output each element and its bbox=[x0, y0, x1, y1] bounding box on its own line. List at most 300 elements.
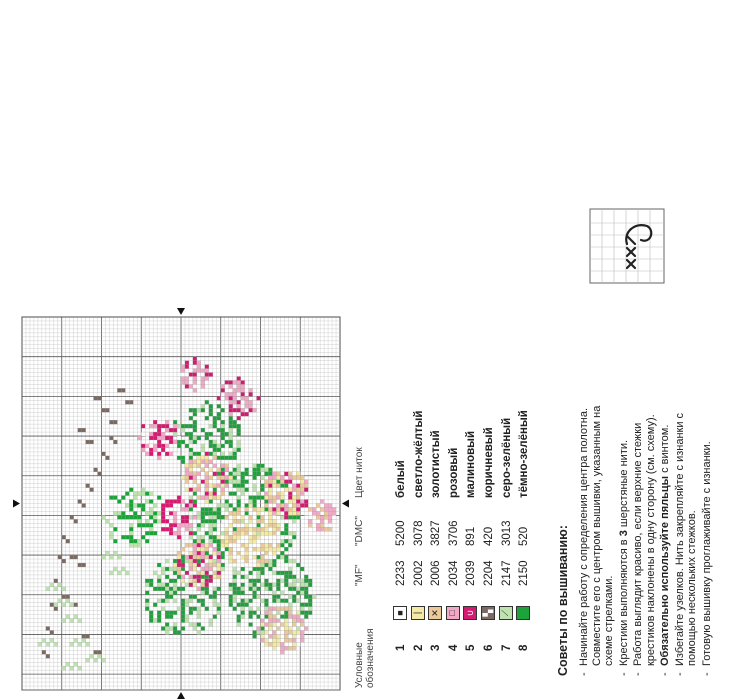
stitch-cell bbox=[284, 527, 288, 531]
stitch-cell bbox=[213, 416, 217, 420]
stitch-cell bbox=[205, 452, 209, 456]
stitch-cell bbox=[304, 579, 308, 583]
stitch-cell bbox=[161, 571, 165, 575]
stitch-cell bbox=[189, 623, 193, 627]
stitch-cell bbox=[109, 555, 113, 559]
stitch-cell bbox=[209, 468, 213, 472]
stitch-cell bbox=[308, 599, 312, 603]
stitch-cell bbox=[261, 531, 265, 535]
stitch-cell bbox=[213, 595, 217, 599]
stitch-cell bbox=[272, 634, 276, 638]
stitch-cell bbox=[149, 511, 153, 515]
stitch-cell bbox=[264, 492, 268, 496]
stitch-cell bbox=[237, 484, 241, 488]
stitch-cell bbox=[157, 496, 161, 500]
stitch-cell bbox=[280, 607, 284, 611]
stitch-cell bbox=[264, 504, 268, 508]
stitch-cell bbox=[237, 408, 241, 412]
stitch-cell bbox=[249, 400, 253, 404]
stitch-cell bbox=[308, 579, 312, 583]
stitch-cell bbox=[197, 476, 201, 480]
stitch-cell bbox=[280, 539, 284, 543]
stitch-cell bbox=[257, 472, 261, 476]
stitch-cell bbox=[70, 603, 74, 607]
legend-symbol-swatch: ∪ bbox=[463, 606, 477, 620]
stitch-cell bbox=[272, 507, 276, 511]
stitch-cell bbox=[193, 436, 197, 440]
stitch-cell bbox=[264, 583, 268, 587]
stitch-cell bbox=[78, 428, 82, 432]
stitch-cell bbox=[205, 365, 209, 369]
legend-dmc-code: 3827 bbox=[430, 520, 443, 546]
stitch-cell bbox=[217, 515, 221, 519]
stitch-cell bbox=[268, 480, 272, 484]
stitch-cell bbox=[177, 571, 181, 575]
stitch-cell bbox=[284, 615, 288, 619]
legend-number: 1 bbox=[395, 644, 407, 651]
stitch-cell bbox=[189, 500, 193, 504]
stitch-cell bbox=[141, 444, 145, 448]
stitch-cell bbox=[233, 535, 237, 539]
stitch-cell bbox=[253, 519, 257, 523]
stitch-cell bbox=[257, 464, 261, 468]
stitch-cell bbox=[292, 472, 296, 476]
stitch-cell bbox=[241, 615, 245, 619]
stitch-cell bbox=[257, 630, 261, 634]
stitch-cell bbox=[213, 424, 217, 428]
stitch-cell bbox=[177, 630, 181, 634]
stitch-cell bbox=[181, 531, 185, 535]
stitch-cell bbox=[113, 496, 117, 500]
stitch-cell bbox=[209, 412, 213, 416]
stitch-cell bbox=[181, 627, 185, 631]
stitch-cell bbox=[249, 615, 253, 619]
stitch-cell bbox=[292, 587, 296, 591]
stitch-cell bbox=[189, 432, 193, 436]
stitch-cell bbox=[308, 611, 312, 615]
stitch-cell bbox=[253, 547, 257, 551]
stitch-cell bbox=[161, 515, 165, 519]
stitch-cell bbox=[316, 504, 320, 508]
stitch-cell bbox=[233, 539, 237, 543]
stitch-cell bbox=[125, 492, 129, 496]
stitch-cell bbox=[292, 595, 296, 599]
stitch-cell bbox=[109, 496, 113, 500]
legend-dmc-code: 3078 bbox=[412, 520, 425, 546]
stitch-cell bbox=[181, 380, 185, 384]
stitch-cell bbox=[129, 507, 133, 511]
stitch-cell bbox=[257, 595, 261, 599]
stitch-cell bbox=[193, 408, 197, 412]
stitch-cell bbox=[169, 515, 173, 519]
stitch-cell bbox=[276, 496, 280, 500]
stitch-cell bbox=[221, 452, 225, 456]
stitch-cell bbox=[229, 392, 233, 396]
stitch-cell bbox=[165, 583, 169, 587]
stitch-cell bbox=[173, 432, 177, 436]
stitch-cell bbox=[197, 615, 201, 619]
stitch-cell bbox=[209, 484, 213, 488]
stitch-cell bbox=[245, 404, 249, 408]
stitch-cell bbox=[280, 496, 284, 500]
stitch-cell bbox=[245, 488, 249, 492]
stitch-cell bbox=[213, 511, 217, 515]
stitch-cell bbox=[245, 603, 249, 607]
stitch-cell bbox=[165, 511, 169, 515]
stitch-cell bbox=[272, 599, 276, 603]
stitch-cell bbox=[177, 555, 181, 559]
legend-mf-code: 2204 bbox=[483, 560, 495, 586]
stitch-cell bbox=[241, 611, 245, 615]
stitch-cell bbox=[50, 638, 54, 642]
stitch-cell bbox=[225, 527, 229, 531]
stitch-cell bbox=[233, 472, 237, 476]
stitch-cell bbox=[292, 531, 296, 535]
stitch-cell bbox=[153, 424, 157, 428]
stitch-cell bbox=[300, 587, 304, 591]
stitch-cell bbox=[257, 627, 261, 631]
stitch-cell bbox=[237, 507, 241, 511]
stitch-cell bbox=[292, 519, 296, 523]
stitch-cell bbox=[261, 583, 265, 587]
legend-number: 3 bbox=[430, 644, 443, 651]
stitch-cell bbox=[165, 591, 169, 595]
stitch-cell bbox=[217, 404, 221, 408]
stitch-cell bbox=[193, 579, 197, 583]
stitch-cell bbox=[129, 539, 133, 543]
stitch-cell bbox=[125, 400, 129, 404]
stitch-cell bbox=[145, 519, 149, 523]
stitch-cell bbox=[173, 611, 177, 615]
stitch-cell bbox=[185, 361, 189, 365]
legend-mf-code: 2002 bbox=[412, 560, 425, 586]
stitch-cell bbox=[177, 456, 181, 460]
stitch-cell bbox=[173, 623, 177, 627]
stitch-cell bbox=[225, 440, 229, 444]
stitch-cell bbox=[153, 440, 157, 444]
stitch-cell bbox=[193, 623, 197, 627]
stitch-cell bbox=[292, 623, 296, 627]
stitch-cell bbox=[185, 615, 189, 619]
stitch-cell bbox=[308, 511, 312, 515]
stitch-cell bbox=[245, 472, 249, 476]
stitch-cell bbox=[272, 583, 276, 587]
stitch-cell bbox=[233, 484, 237, 488]
stitch-cell bbox=[209, 456, 213, 460]
stitch-cell bbox=[181, 460, 185, 464]
stitch-cell bbox=[304, 611, 308, 615]
stitch-cell bbox=[209, 444, 213, 448]
stitch-cell bbox=[241, 547, 245, 551]
stitch-cell bbox=[189, 377, 193, 381]
stitch-cell bbox=[201, 369, 205, 373]
stitch-cell bbox=[189, 543, 193, 547]
stitch-cell bbox=[213, 515, 217, 519]
stitch-cell bbox=[145, 436, 149, 440]
stitch-cell bbox=[308, 523, 312, 527]
stitch-cell bbox=[213, 615, 217, 619]
stitch-cell bbox=[193, 595, 197, 599]
stitch-cell bbox=[280, 476, 284, 480]
stitch-cell bbox=[276, 488, 280, 492]
stitch-cell bbox=[153, 436, 157, 440]
stitch-cell bbox=[268, 607, 272, 611]
stitch-cell bbox=[229, 380, 233, 384]
stitch-cell bbox=[145, 607, 149, 611]
stitch-cell bbox=[241, 408, 245, 412]
stitch-cell bbox=[276, 587, 280, 591]
stitch-cell bbox=[288, 611, 292, 615]
stitch-cell bbox=[229, 519, 233, 523]
stitch-cell bbox=[213, 456, 217, 460]
stitch-cell bbox=[296, 476, 300, 480]
stitch-cell bbox=[157, 579, 161, 583]
stitch-cell bbox=[189, 555, 193, 559]
stitch-cell bbox=[237, 603, 241, 607]
stitch-cell bbox=[288, 603, 292, 607]
stitch-cell bbox=[288, 496, 292, 500]
stitch-cell bbox=[233, 607, 237, 611]
stitch-cell bbox=[225, 555, 229, 559]
stitch-cell bbox=[189, 460, 193, 464]
stitch-cell bbox=[197, 555, 201, 559]
stitch-cell bbox=[241, 599, 245, 603]
stitch-cell bbox=[193, 527, 197, 531]
stitch-cell bbox=[185, 563, 189, 567]
stitch-cell bbox=[189, 424, 193, 428]
stitch-cell bbox=[261, 634, 265, 638]
stitch-cell bbox=[261, 599, 265, 603]
stitch-cell bbox=[261, 511, 265, 515]
stitch-cell bbox=[292, 619, 296, 623]
stitch-cell bbox=[280, 615, 284, 619]
stitch-cell bbox=[185, 523, 189, 527]
stitch-cell bbox=[272, 476, 276, 480]
stitch-cell bbox=[264, 484, 268, 488]
stitch-cell bbox=[237, 384, 241, 388]
stitch-cell bbox=[296, 591, 300, 595]
stitch-cell bbox=[288, 472, 292, 476]
stitch-cell bbox=[296, 511, 300, 515]
stitch-cell bbox=[189, 452, 193, 456]
stitch-cell bbox=[292, 515, 296, 519]
stitch-cell bbox=[272, 527, 276, 531]
stitch-cell bbox=[70, 515, 74, 519]
stitch-cell bbox=[201, 539, 205, 543]
stitch-cell bbox=[169, 591, 173, 595]
stitch-cell bbox=[209, 424, 213, 428]
stitch-cell bbox=[197, 579, 201, 583]
stitch-cell bbox=[249, 507, 253, 511]
stitch-cell bbox=[284, 583, 288, 587]
stitch-cell bbox=[201, 377, 205, 381]
stitch-cell bbox=[221, 492, 225, 496]
stitch-cell bbox=[268, 519, 272, 523]
stitch-cell bbox=[149, 515, 153, 519]
stitch-cell bbox=[292, 507, 296, 511]
stitch-cell bbox=[225, 408, 229, 412]
stitch-cell bbox=[137, 519, 141, 523]
stitch-cell bbox=[241, 472, 245, 476]
stitch-cell bbox=[288, 571, 292, 575]
stitch-cell bbox=[205, 484, 209, 488]
legend-row bbox=[410, 86, 429, 686]
stitch-cell bbox=[268, 587, 272, 591]
stitch-cell bbox=[272, 638, 276, 642]
stitch-cell bbox=[245, 480, 249, 484]
stitch-cell bbox=[169, 452, 173, 456]
stitch-cell bbox=[249, 380, 253, 384]
stitch-cell bbox=[205, 496, 209, 500]
stitch-cell bbox=[296, 611, 300, 615]
stitch-cell bbox=[237, 555, 241, 559]
stitch-cell bbox=[272, 472, 276, 476]
stitch-cell bbox=[177, 567, 181, 571]
stitch-cell bbox=[50, 603, 54, 607]
stitch-cell bbox=[181, 476, 185, 480]
stitch-cell bbox=[268, 523, 272, 527]
stitch-cell bbox=[109, 531, 113, 535]
stitch-cell bbox=[300, 603, 304, 607]
stitch-cell bbox=[217, 559, 221, 563]
stitch-cell bbox=[261, 615, 265, 619]
stitch-cell bbox=[201, 575, 205, 579]
stitch-cell bbox=[249, 388, 253, 392]
stitch-cell bbox=[189, 507, 193, 511]
stitch-cell bbox=[197, 365, 201, 369]
stitch-cell bbox=[253, 515, 257, 519]
stitch-cell bbox=[201, 563, 205, 567]
stitch-cell bbox=[193, 492, 197, 496]
stitch-cell bbox=[213, 567, 217, 571]
legend-color-name: тёмно-зелёный bbox=[518, 410, 531, 498]
stitch-cell bbox=[213, 440, 217, 444]
legend-number: 5 bbox=[465, 644, 478, 651]
stitch-cell bbox=[268, 583, 272, 587]
stitch-cell bbox=[261, 488, 265, 492]
stitch-cell bbox=[157, 420, 161, 424]
stitch-cell bbox=[205, 507, 209, 511]
stitch-cell bbox=[94, 658, 98, 662]
stitch-cell bbox=[300, 630, 304, 634]
stitch-cell bbox=[316, 511, 320, 515]
stitch-cell bbox=[300, 583, 304, 587]
stitch-cell bbox=[125, 571, 129, 575]
stitch-cell bbox=[221, 539, 225, 543]
stitch-cell bbox=[133, 539, 137, 543]
stitch-cell bbox=[205, 464, 209, 468]
stitch-cell bbox=[288, 488, 292, 492]
stitch-cell bbox=[268, 563, 272, 567]
stitch-cell bbox=[288, 492, 292, 496]
stitch-cell bbox=[229, 400, 233, 404]
stitch-cell bbox=[157, 444, 161, 448]
stitch-cell bbox=[217, 468, 221, 472]
stitch-cell bbox=[157, 456, 161, 460]
stitch-cell bbox=[177, 587, 181, 591]
stitch-cell bbox=[237, 440, 241, 444]
stitch-cell bbox=[237, 400, 241, 404]
stitch-cell bbox=[253, 476, 257, 480]
stitch-cell bbox=[197, 373, 201, 377]
stitch-cell bbox=[205, 551, 209, 555]
stitch-cell bbox=[201, 384, 205, 388]
stitch-cell bbox=[225, 484, 229, 488]
stitch-cell bbox=[177, 440, 181, 444]
stitch-cell bbox=[185, 619, 189, 623]
stitch-cell bbox=[261, 515, 265, 519]
stitch-cell bbox=[249, 599, 253, 603]
stitch-cell bbox=[272, 623, 276, 627]
stitch-cell bbox=[280, 551, 284, 555]
stitch-cell bbox=[284, 559, 288, 563]
stitch-cell bbox=[272, 551, 276, 555]
stitch-cell bbox=[217, 547, 221, 551]
stitch-cell bbox=[169, 500, 173, 504]
stitch-cell bbox=[249, 571, 253, 575]
stitch-cell bbox=[284, 523, 288, 527]
stitch-cell bbox=[177, 511, 181, 515]
stitch-cell bbox=[268, 638, 272, 642]
stitch-cell bbox=[169, 615, 173, 619]
stitch-cell bbox=[157, 424, 161, 428]
stitch-cell bbox=[261, 484, 265, 488]
stitch-cell bbox=[304, 591, 308, 595]
stitch-cell bbox=[137, 523, 141, 527]
stitch-cell bbox=[193, 500, 197, 504]
stitch-cell bbox=[312, 595, 316, 599]
stitch-cell bbox=[181, 575, 185, 579]
stitch-cell bbox=[276, 571, 280, 575]
stitch-cell bbox=[185, 484, 189, 488]
stitch-cell bbox=[189, 551, 193, 555]
stitch-cell bbox=[233, 559, 237, 563]
stitch-cell bbox=[177, 424, 181, 428]
stitch-cell bbox=[197, 464, 201, 468]
stitch-cell bbox=[257, 547, 261, 551]
stitch-cell bbox=[173, 515, 177, 519]
stitch-cell bbox=[300, 627, 304, 631]
stitch-cell bbox=[300, 611, 304, 615]
stitch-cell bbox=[300, 504, 304, 508]
stitch-cell bbox=[264, 480, 268, 484]
stitch-cell bbox=[284, 547, 288, 551]
stitch-cell bbox=[237, 539, 241, 543]
stitch-cell bbox=[284, 646, 288, 650]
stitch-cell bbox=[237, 511, 241, 515]
stitch-cell bbox=[153, 619, 157, 623]
stitch-cell bbox=[145, 539, 149, 543]
stitch-cell bbox=[145, 424, 149, 428]
stitch-cell bbox=[205, 456, 209, 460]
stitch-cell bbox=[280, 603, 284, 607]
stitch-cell bbox=[86, 642, 90, 646]
stitch-cell bbox=[296, 623, 300, 627]
stitch-cell bbox=[201, 559, 205, 563]
stitch-cell bbox=[316, 515, 320, 519]
stitch-cell bbox=[268, 539, 272, 543]
stitch-cell bbox=[213, 492, 217, 496]
stitch-cell bbox=[272, 563, 276, 567]
stitch-cell bbox=[237, 416, 241, 420]
legend-row bbox=[515, 86, 534, 686]
stitch-cell bbox=[276, 531, 280, 535]
stitch-cell bbox=[125, 535, 129, 539]
stitch-cell bbox=[268, 472, 272, 476]
stitch-cell bbox=[197, 599, 201, 603]
stitch-cell bbox=[201, 365, 205, 369]
legend-row bbox=[480, 86, 499, 686]
